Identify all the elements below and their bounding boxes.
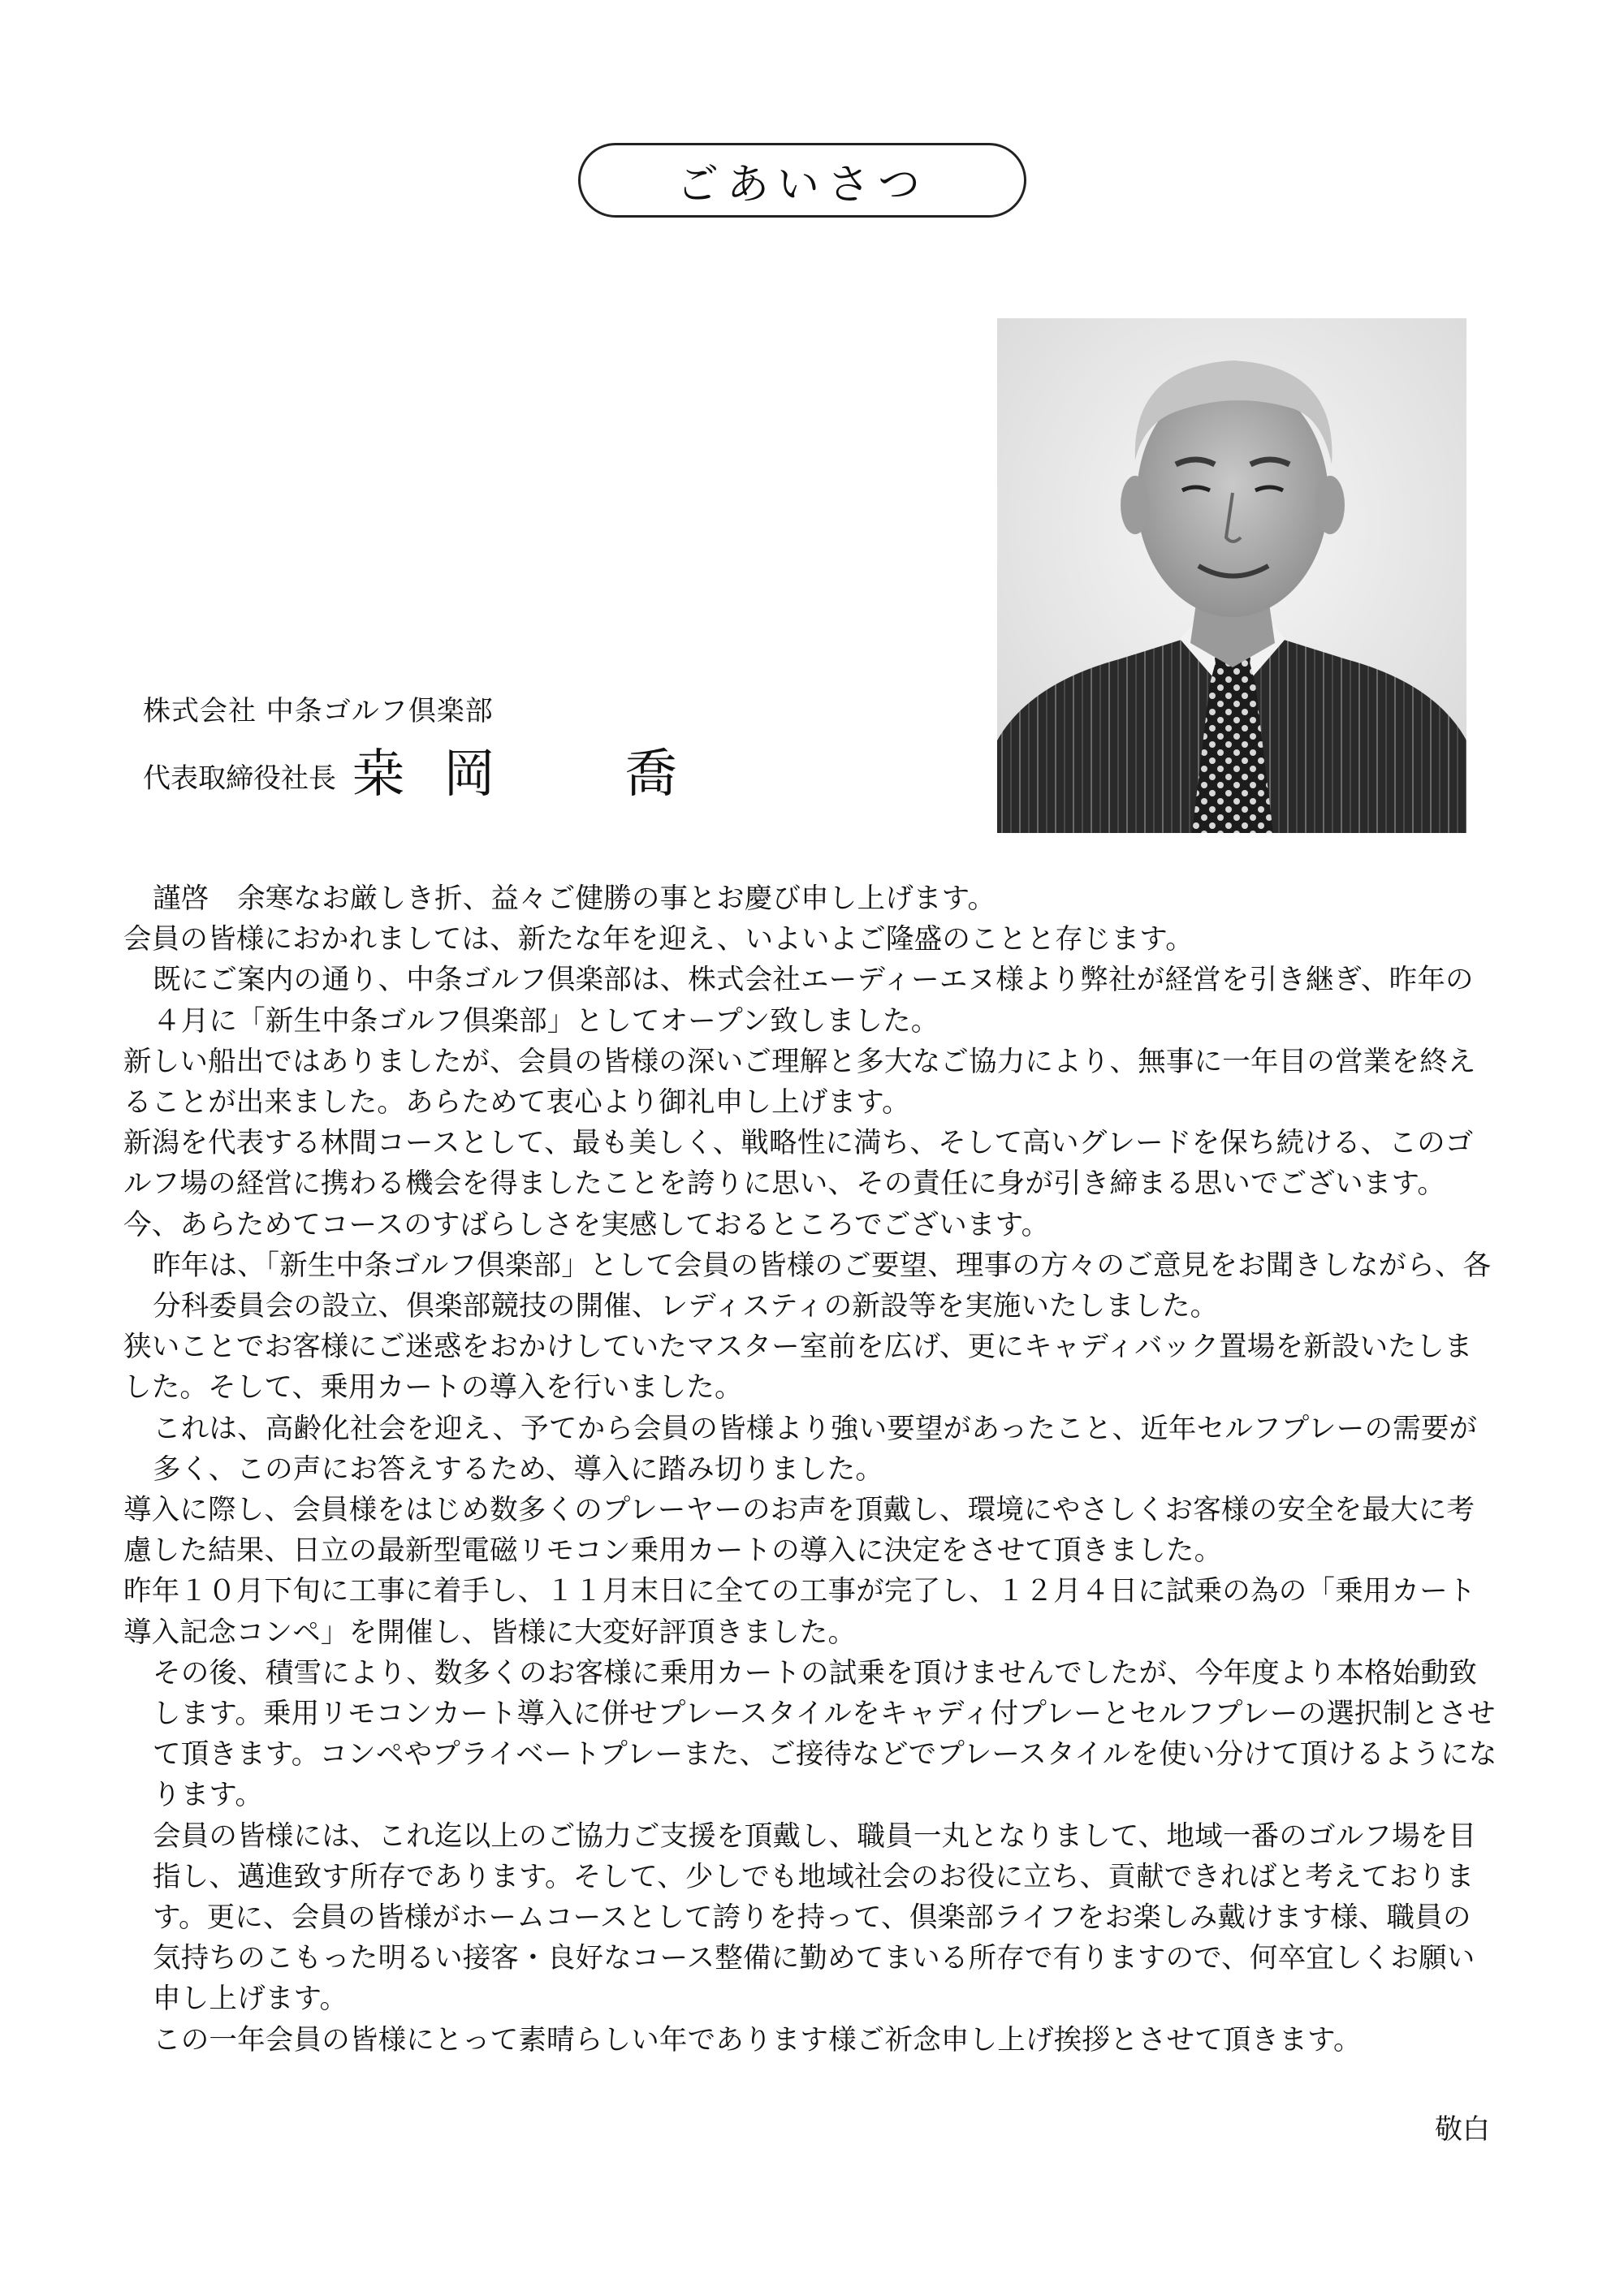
paragraph: その後、積雪により、数多くのお客様に乗用カートの試乗を頂けませんでしたが、今年度より本格始動致します。乗用リモコンカート導入に併せプレースタイルをキャディ付プレーとセルフプレーの選択制とさせて頂きます。コンペやプライベートプレーまた、ご接待などでプレースタイルを使い分けて頂けるようになります。 (153, 1656, 1497, 1812)
paragraph: これは、高齢化社会を迎え、予てから会員の皆様より強い要望があったこと、近年セルフプレーの需要が多く、この声にお答えするため、導入に踏み切りました。 (153, 1412, 1478, 1486)
paragraph: 新しい船出ではありましたが、会員の皆様の深いご理解と多大なご協力により、無事に一年目の営業を終えることが出来ました。あらためて衷心より御礼申し上げます。 (123, 1045, 1476, 1120)
paragraph: 会員の皆様には、これ迄以上のご協力ご支援を頂戴し、職員一丸となりまして、地域一番のゴルフ場を目指し、邁進致す所存であります。そして、少しでも地域社会のお役に立ち、貢献できればと考えております。更に、会員の皆様がホームコースとして誇りを持って、倶楽部ライフをお楽しみ戴けます様、職員の気持ちのこもった明るい接客・良好なコース整備に勤めてまいる所存で有りますので、何卒宜しくお願い申し上げます。 (153, 1819, 1477, 2016)
paragraph: 既にご案内の通り、中条ゴルフ倶楽部は、株式会社エーディーエヌ様より弊社が経営を引き継ぎ、昨年の４月に「新生中条ゴルフ倶楽部」としてオープン致しました。 (153, 964, 1474, 1038)
position-title: 代表取締役社長 (143, 762, 336, 795)
paragraph: 狭いことでお客様にご迷惑をおかけしていたマスター室前を広げ、更にキャディバック置場を新設いたしました。そして、乗用カートの導入を行いました。 (123, 1331, 1473, 1405)
greeting-body (123, 878, 1499, 2061)
company-name: 株式会社 中条ゴルフ倶楽部 (143, 695, 494, 727)
paragraph: 謹啓 余寒なお厳しき折、益々ご健勝の事とお慶び申し上げます。 (153, 883, 996, 915)
paragraph: 導入に際し、会員様をはじめ数多くのプレーヤーのお声を頂戴し、環境にやさしくお客様の安全を最大に考慮した結果、日立の最新型電磁リモコン乗用カートの導入に決定をさせて頂きました。 (123, 1494, 1475, 1568)
paragraph: 新潟を代表する林間コースとして、最も美しく、戦略性に満ち、そして高いグレードを保ち続ける、このゴルフ場の経営に携わる機会を得ましたことを誇りに思い、その責任に身が引き締まる思いでございます。今、あらためてコースのすばらしさを実感しておるところでございます。 (123, 1127, 1474, 1241)
paragraph: 昨年１０月下旬に工事に着手し、１１月末日に全ての工事が完了し、１２月４日に試乗の為の「乗用カート導入記念コンペ」を開催し、皆様に大変好評頂きました。 (123, 1575, 1476, 1649)
paragraph: 会員の皆様におかれましては、新たな年を迎え、いよいよご隆盛のことと存じます。 (123, 923, 1194, 956)
page-title: ごあいさつ (578, 143, 1026, 218)
signature-line (143, 739, 716, 805)
president-name: 桒岡 喬 (352, 744, 716, 805)
closing-word: 敬白 (1435, 2113, 1490, 2146)
president-portrait (997, 318, 1466, 833)
paragraph: 昨年は、「新生中条ゴルフ倶楽部」として会員の皆様のご要望、理事の方々のご意見をお聞きしながら、各分科委員会の設立、倶楽部競技の開催、レディスティの新設等を実施いたしました。 (153, 1249, 1492, 1323)
paragraph: この一年会員の皆様にとって素晴らしい年であります様ご祈念申し上げ挨拶とさせて頂きます。 (153, 2023, 1362, 2056)
